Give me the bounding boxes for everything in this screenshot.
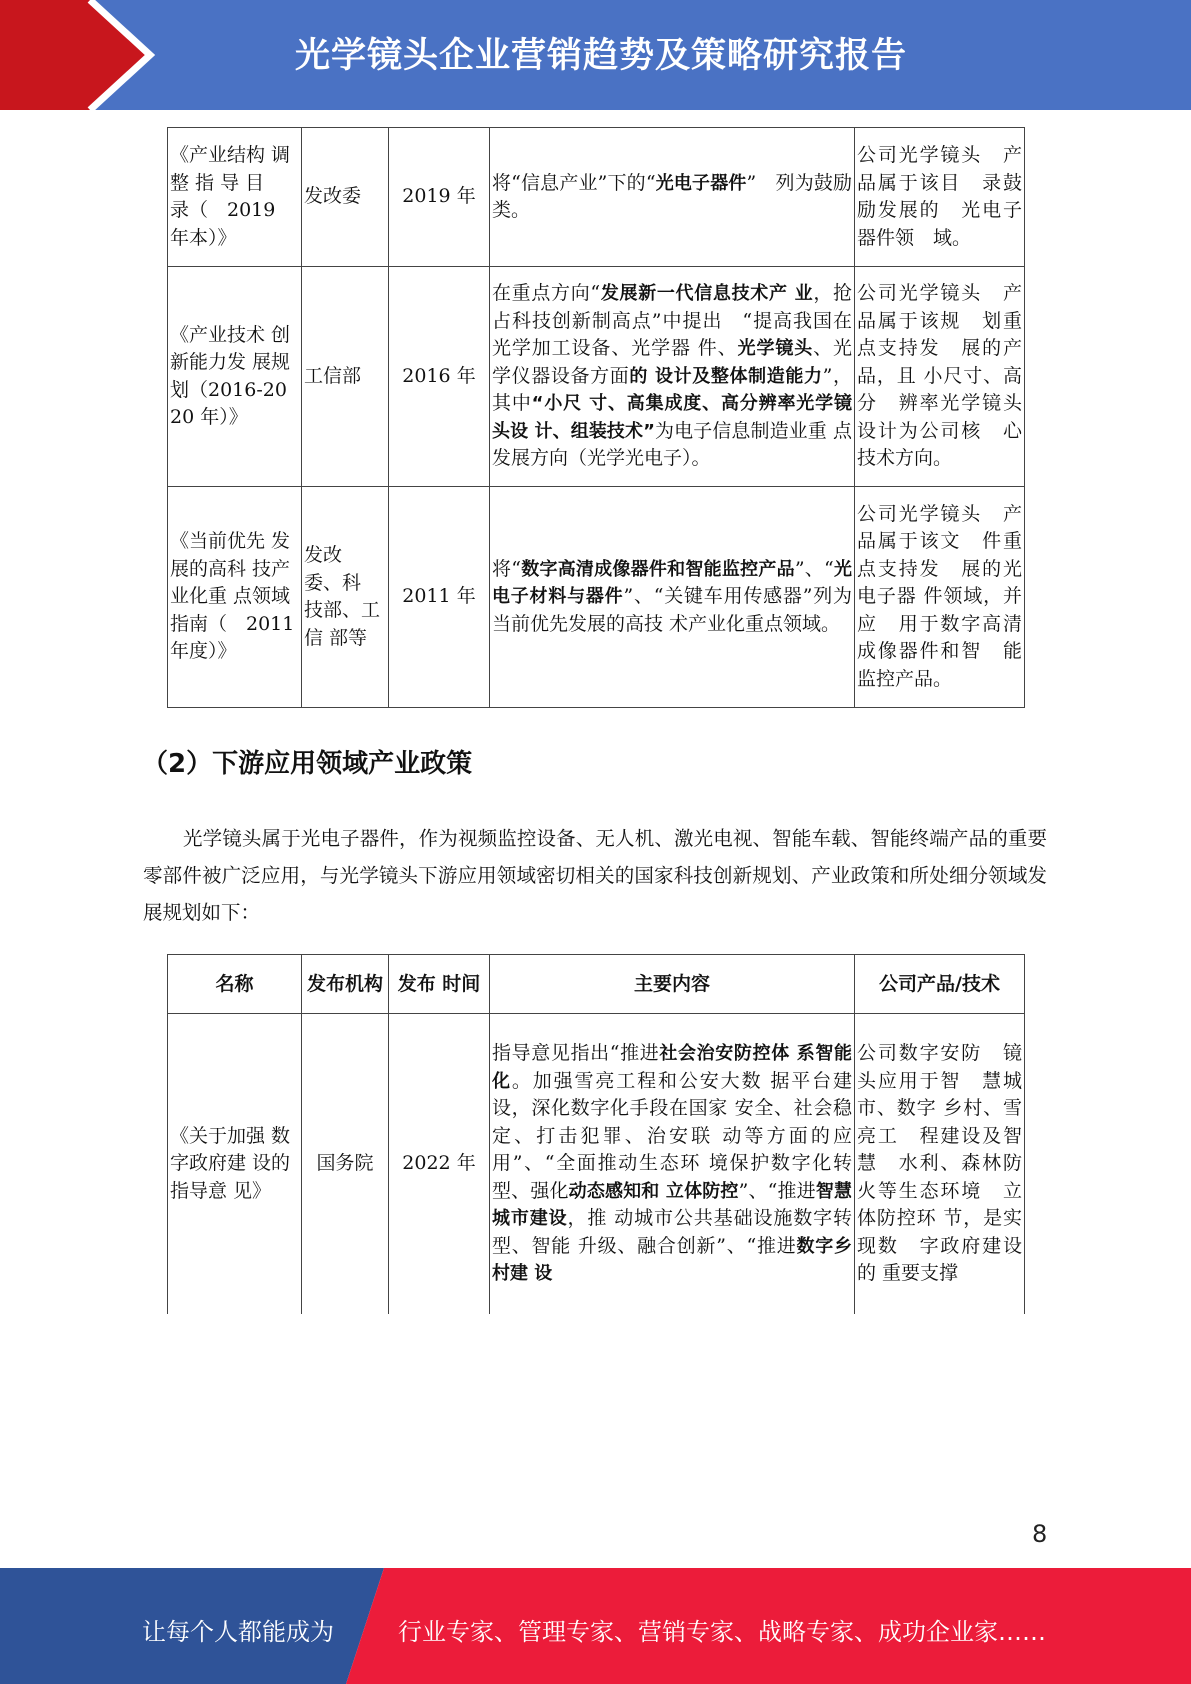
table-row	[168, 267, 1025, 487]
text-run: ”、“推进	[738, 1179, 816, 1202]
page-footer	[0, 1568, 1191, 1684]
policy-table-upstream	[167, 127, 1025, 708]
table-row	[168, 1014, 1025, 1314]
emphasized-text: 社会治安防控体 系智能化	[492, 1043, 852, 1092]
column-header-time: 发布 时间	[389, 955, 490, 1014]
policy-name-cell: 《关于加强 数字政府建 设的指导意 见》	[168, 1014, 302, 1314]
issuing-body-cell: 发改委	[302, 128, 389, 267]
text-run: 、光学仪器设备方面	[492, 337, 852, 387]
footer-slogan-right: 行业专家、管理专家、营销专家、战略专家、成功企业家……	[398, 1618, 1046, 1646]
emphasized-text: 数字高清成像器件和智能监控产品	[520, 558, 795, 580]
content-cell	[490, 267, 855, 487]
footer-slogan-left: 让每个人都能成为	[142, 1618, 334, 1646]
emphasized-text: 光学镜头	[737, 338, 814, 360]
content-cell	[490, 128, 855, 267]
column-header-product: 公司产品/技术	[855, 955, 1025, 1014]
text-run: ”、“	[794, 557, 834, 580]
policy-table-downstream	[167, 954, 1025, 1314]
issuing-body-cell: 国务院	[302, 1014, 389, 1314]
table-row	[168, 128, 1025, 267]
text-run: 在重点方向“	[492, 282, 601, 305]
intro-paragraph: 光学镜头属于光电子器件，作为视频监控设备、无人机、激光电视、智能车载、智能终端产品的重要零部件被广泛应用，与光学镜头下游应用领域密切相关的国家科技创新规划、产业政策和所处细分领域发展规划如下：	[143, 827, 1047, 924]
text-run: ”、“关键车用传感器”列为当前优先发展的高技 术产业化重点领域。	[492, 585, 852, 635]
product-cell: 公司光学镜头 产品属于该目 录鼓励发展的 光电子器件领 域。	[855, 128, 1025, 267]
policy-name-cell: 《当前优先 发展的高科 技产业化重 点领域指南（ 2011 年度）》	[168, 487, 302, 708]
table-header-row	[168, 955, 1025, 1014]
emphasized-text: 光电子材料与器件	[492, 558, 853, 608]
table-row	[168, 487, 1025, 708]
policy-name-cell: 《产业结构 调整 指 导 目 录（ 2019 年本）》	[168, 128, 302, 267]
text-run: 将“	[492, 557, 521, 580]
year-cell: 2019 年	[389, 128, 490, 267]
emphasized-text: 的 设计及整体制造能力	[629, 365, 823, 387]
product-cell: 公司光学镜头 产品属于该规 划重点支持发 展的产品，且 小尺寸、高分 辨率光学镜头设计为公司核 心技术方向。	[855, 267, 1025, 487]
year-cell: 2011 年	[389, 487, 490, 708]
text-run: 将“信息产业”下的“	[492, 171, 656, 194]
column-header-content: 主要内容	[490, 955, 855, 1014]
emphasized-text: 发展新一代信息技术产 业	[600, 283, 814, 305]
text-run: ”，其中	[492, 364, 852, 415]
text-run: 。加强雪亮工程和公安大数 据平台建设，深化数字化手段在国家 安全、社会稳定、打击犯罪、治安联 动等方面的应用”、“全面推动生态环 境保护数字化转型、强化	[492, 1069, 853, 1202]
section-heading: （2）下游应用领域产业政策	[142, 749, 473, 779]
page-header	[0, 0, 1191, 110]
issuing-body-cell: 发改 委、科 技部、工 信 部等	[302, 487, 389, 708]
text-run: 指导意见指出“推进	[492, 1042, 660, 1064]
issuing-body-cell: 工信部	[302, 267, 389, 487]
text-run: ” 列为鼓励类。	[492, 171, 853, 221]
emphasized-text: 动态感知和 立体防控	[568, 1180, 739, 1202]
year-cell: 2022 年	[389, 1014, 490, 1314]
text-run: 为电子信息制造业重 点发展方向（光学光电子）。	[492, 419, 852, 470]
year-cell: 2016 年	[389, 267, 490, 487]
product-cell: 公司数字安防 镜头应用于智 慧城市、数字 乡村、雪亮工 程建设及智慧 水利、森林防火等生态环境 立体防控环 节，是实现数 字政府建设的 重要支撑	[855, 1014, 1025, 1314]
emphasized-text: 光电子器件	[655, 172, 747, 194]
product-cell: 公司光学镜头 产品属于该文 件重点支持发 展的光电子器 件领域，并应 用于数字高清成像器件和智 能监控产品。	[855, 487, 1025, 708]
header-title: 光学镜头企业营销趋势及策略研究报告	[295, 36, 908, 76]
page-number: 8	[1032, 1520, 1048, 1548]
emphasized-text: 智慧城市建设	[492, 1180, 852, 1229]
emphasized-text: 数字乡村建 设	[492, 1235, 853, 1284]
policy-name-cell: 《产业技术 创新能力发 展规划（2016-2020 年）》	[168, 267, 302, 487]
column-header-org: 发布机构	[302, 955, 389, 1014]
text-run: ，推 动城市公共基础设施数字转型、智能 升级、融合创新”、“推进	[492, 1207, 852, 1257]
content-cell	[490, 1014, 855, 1314]
content-cell	[490, 487, 855, 708]
column-header-name: 名称	[168, 955, 302, 1014]
emphasized-text: “小尺 寸、高集成度、高分辨率光学镜头设 计、组装技术”	[492, 393, 852, 442]
text-run: ，抢占科技创新制高点”中提出 “提高我国在光学加工设备、光学器 件、	[492, 282, 852, 360]
header-chevron-graphic	[0, 0, 160, 110]
